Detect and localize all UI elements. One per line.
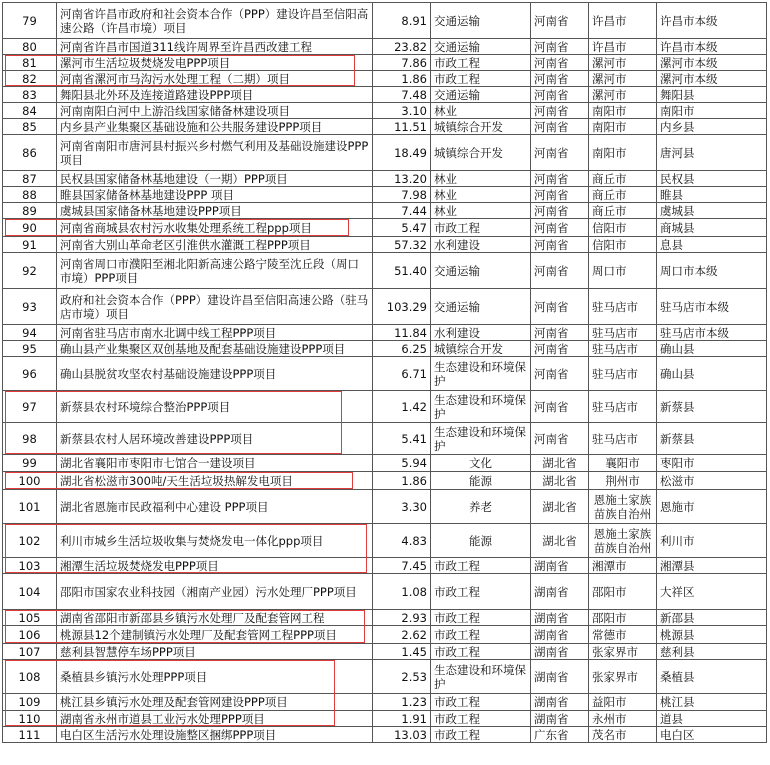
- cell-type: 市政工程: [431, 574, 531, 610]
- cell-name: 河南省漯河市马沟污水处理工程（二期）项目: [57, 71, 373, 87]
- cell-amount: 23.82: [373, 39, 431, 55]
- table-row: [3, 694, 767, 711]
- cell-no: 107: [3, 644, 57, 660]
- cell-type: 水利建设: [431, 325, 531, 341]
- cell-city: 张家界市: [589, 660, 657, 694]
- table-row: [3, 610, 767, 626]
- cell-no: 79: [3, 3, 57, 39]
- cell-type: 生态建设和环境保护: [431, 357, 531, 391]
- cell-no: 86: [3, 135, 57, 171]
- table-row: [3, 219, 767, 237]
- cell-province: 河南省: [531, 103, 589, 119]
- cell-county: 周口市本级: [657, 253, 767, 289]
- cell-name: 漯河市生活垃圾焚烧发电PPP项目: [57, 55, 373, 71]
- cell-amount: 4.83: [373, 524, 431, 558]
- cell-amount: 51.40: [373, 253, 431, 289]
- cell-name: 邵阳市国家农业科技园（湘南产业园）污水处理厂PPP项目: [57, 574, 373, 610]
- cell-county: 虞城县: [657, 203, 767, 219]
- cell-name: 湖北省松滋市300吨/天生活垃圾热解发电项目: [57, 472, 373, 490]
- cell-county: 驻马店市本级: [657, 289, 767, 325]
- cell-type: 能源: [431, 472, 531, 490]
- cell-no: 96: [3, 357, 57, 391]
- cell-type: 市政工程: [431, 55, 531, 71]
- cell-amount: 7.44: [373, 203, 431, 219]
- cell-name: 河南省南阳市唐河县村振兴乡村燃气利用及基础设施建设PPP项目: [57, 135, 373, 171]
- cell-type: 市政工程: [431, 694, 531, 711]
- cell-no: 85: [3, 119, 57, 135]
- cell-type: 林业: [431, 171, 531, 187]
- cell-county: 确山县: [657, 341, 767, 357]
- table-row: [3, 289, 767, 325]
- cell-type: 水利建设: [431, 237, 531, 253]
- table-row: [3, 455, 767, 472]
- cell-type: 市政工程: [431, 71, 531, 87]
- table-body: [3, 3, 767, 743]
- cell-amount: 13.20: [373, 171, 431, 187]
- cell-province: 湖北省: [531, 472, 589, 490]
- cell-county: 息县: [657, 237, 767, 253]
- cell-amount: 6.25: [373, 341, 431, 357]
- cell-no: 90: [3, 219, 57, 237]
- cell-province: 湖北省: [531, 455, 589, 472]
- table-row: [3, 341, 767, 357]
- cell-city: 驻马店市: [589, 357, 657, 391]
- table-row: [3, 237, 767, 253]
- cell-type: 林业: [431, 103, 531, 119]
- table-row: [3, 727, 767, 743]
- table-row: [3, 357, 767, 391]
- cell-county: 慈利县: [657, 644, 767, 660]
- cell-province: 湖南省: [531, 558, 589, 574]
- cell-province: 河南省: [531, 87, 589, 103]
- cell-amount: 1.86: [373, 472, 431, 490]
- cell-no: 87: [3, 171, 57, 187]
- cell-name: 确山县脱贫攻坚农村基础设施建设PPP项目: [57, 357, 373, 391]
- project-table-container: [2, 2, 767, 743]
- cell-amount: 2.62: [373, 626, 431, 644]
- cell-name: 确山县产业集聚区双创基地及配套基础设施建设PPP项目: [57, 341, 373, 357]
- table-row: [3, 524, 767, 558]
- cell-no: 92: [3, 253, 57, 289]
- cell-type: 交通运输: [431, 39, 531, 55]
- table-row: [3, 626, 767, 644]
- cell-province: 河南省: [531, 423, 589, 455]
- cell-amount: 1.42: [373, 391, 431, 423]
- cell-province: 河南省: [531, 135, 589, 171]
- cell-name: 睢县国家储备林基地建设PPP 项目: [57, 187, 373, 203]
- cell-county: 桃源县: [657, 626, 767, 644]
- cell-county: 南阳市: [657, 103, 767, 119]
- cell-county: 恩施市: [657, 490, 767, 524]
- cell-amount: 13.03: [373, 727, 431, 743]
- cell-type: 市政工程: [431, 711, 531, 727]
- table-row: [3, 87, 767, 103]
- table-row: [3, 119, 767, 135]
- cell-type: 市政工程: [431, 558, 531, 574]
- cell-name: 桑植县乡镇污水处理PPP项目: [57, 660, 373, 694]
- cell-no: 82: [3, 71, 57, 87]
- cell-city: 漯河市: [589, 71, 657, 87]
- cell-name: 湖南省永州市道县工业污水处理PPP项目: [57, 711, 373, 727]
- cell-name: 河南南阳白河中上游沿线国家储备林建设项目: [57, 103, 373, 119]
- cell-no: 88: [3, 187, 57, 203]
- cell-no: 80: [3, 39, 57, 55]
- cell-no: 103: [3, 558, 57, 574]
- cell-amount: 7.48: [373, 87, 431, 103]
- cell-city: 南阳市: [589, 135, 657, 171]
- cell-type: 城镇综合开发: [431, 119, 531, 135]
- table-row: [3, 325, 767, 341]
- cell-city: 驻马店市: [589, 341, 657, 357]
- cell-name: 河南省许昌市国道311线许周界至许昌西改建工程: [57, 39, 373, 55]
- cell-amount: 2.53: [373, 660, 431, 694]
- cell-province: 湖南省: [531, 644, 589, 660]
- cell-city: 漯河市: [589, 55, 657, 71]
- cell-province: 湖南省: [531, 574, 589, 610]
- table-row: [3, 253, 767, 289]
- cell-province: 广东省: [531, 727, 589, 743]
- cell-city: 南阳市: [589, 119, 657, 135]
- table-row: [3, 203, 767, 219]
- cell-province: 河南省: [531, 325, 589, 341]
- cell-no: 95: [3, 341, 57, 357]
- cell-no: 111: [3, 727, 57, 743]
- cell-type: 能源: [431, 524, 531, 558]
- cell-county: 枣阳市: [657, 455, 767, 472]
- cell-amount: 1.08: [373, 574, 431, 610]
- table-row: [3, 55, 767, 71]
- cell-type: 林业: [431, 187, 531, 203]
- cell-amount: 1.86: [373, 71, 431, 87]
- cell-amount: 1.45: [373, 644, 431, 660]
- cell-no: 91: [3, 237, 57, 253]
- cell-county: 商城县: [657, 219, 767, 237]
- cell-amount: 3.10: [373, 103, 431, 119]
- cell-city: 湘潭市: [589, 558, 657, 574]
- table-row: [3, 711, 767, 727]
- cell-city: 驻马店市: [589, 423, 657, 455]
- cell-name: 河南省周口市濮阳至湘北阳新高速公路宁陵至沈丘段（周口市境）PPP项目: [57, 253, 373, 289]
- cell-no: 104: [3, 574, 57, 610]
- cell-no: 109: [3, 694, 57, 711]
- cell-amount: 11.51: [373, 119, 431, 135]
- cell-name: 湘潭生活垃圾焚烧发电PPP项目: [57, 558, 373, 574]
- cell-county: 松滋市: [657, 472, 767, 490]
- cell-county: 新蔡县: [657, 423, 767, 455]
- cell-type: 文化: [431, 455, 531, 472]
- cell-no: 98: [3, 423, 57, 455]
- cell-type: 交通运输: [431, 87, 531, 103]
- cell-type: 生态建设和环境保护: [431, 423, 531, 455]
- cell-type: 市政工程: [431, 610, 531, 626]
- cell-amount: 8.91: [373, 3, 431, 39]
- cell-amount: 103.29: [373, 289, 431, 325]
- cell-amount: 18.49: [373, 135, 431, 171]
- cell-amount: 5.41: [373, 423, 431, 455]
- cell-province: 河南省: [531, 119, 589, 135]
- cell-name: 湖北省恩施市民政福利中心建设 PPP项目: [57, 490, 373, 524]
- cell-province: 河南省: [531, 203, 589, 219]
- cell-city: 周口市: [589, 253, 657, 289]
- table-row: [3, 423, 767, 455]
- cell-amount: 7.45: [373, 558, 431, 574]
- cell-county: 利川市: [657, 524, 767, 558]
- cell-type: 交通运输: [431, 253, 531, 289]
- cell-province: 河南省: [531, 391, 589, 423]
- cell-type: 市政工程: [431, 644, 531, 660]
- cell-county: 道县: [657, 711, 767, 727]
- cell-province: 河南省: [531, 357, 589, 391]
- cell-name: 舞阳县北外环及连接道路建设PPP项目: [57, 87, 373, 103]
- cell-city: 驻马店市: [589, 289, 657, 325]
- cell-type: 市政工程: [431, 727, 531, 743]
- cell-city: 信阳市: [589, 219, 657, 237]
- cell-city: 常德市: [589, 626, 657, 644]
- cell-county: 桃江县: [657, 694, 767, 711]
- cell-amount: 5.47: [373, 219, 431, 237]
- cell-county: 睢县: [657, 187, 767, 203]
- cell-city: 漯河市: [589, 87, 657, 103]
- cell-province: 湖北省: [531, 524, 589, 558]
- cell-province: 河南省: [531, 55, 589, 71]
- cell-amount: 3.30: [373, 490, 431, 524]
- cell-name: 桃源县12个建制镇污水处理厂及配套管网工程PPP项目: [57, 626, 373, 644]
- cell-city: 永州市: [589, 711, 657, 727]
- cell-name: 河南省大别山革命老区引淮供水灌溉工程PPP项目: [57, 237, 373, 253]
- cell-county: 桑植县: [657, 660, 767, 694]
- cell-type: 城镇综合开发: [431, 341, 531, 357]
- cell-type: 城镇综合开发: [431, 135, 531, 171]
- cell-name: 新蔡县农村人居环境改善建设PPP项目: [57, 423, 373, 455]
- cell-city: 商丘市: [589, 203, 657, 219]
- cell-name: 政府和社会资本合作（PPP）建设许昌至信阳高速公路（驻马店市境）项目: [57, 289, 373, 325]
- cell-no: 102: [3, 524, 57, 558]
- cell-amount: 1.23: [373, 694, 431, 711]
- table-row: [3, 472, 767, 490]
- cell-no: 97: [3, 391, 57, 423]
- cell-city: 许昌市: [589, 39, 657, 55]
- cell-county: 内乡县: [657, 119, 767, 135]
- cell-amount: 11.84: [373, 325, 431, 341]
- cell-no: 101: [3, 490, 57, 524]
- table-row: [3, 3, 767, 39]
- cell-province: 河南省: [531, 219, 589, 237]
- cell-amount: 7.98: [373, 187, 431, 203]
- table-row: [3, 71, 767, 87]
- cell-type: 交通运输: [431, 3, 531, 39]
- table-row: [3, 644, 767, 660]
- cell-city: 驻马店市: [589, 325, 657, 341]
- cell-province: 河南省: [531, 171, 589, 187]
- ppp-project-table: [2, 2, 767, 743]
- cell-type: 生态建设和环境保护: [431, 391, 531, 423]
- cell-name: 桃江县乡镇污水处理及配套管网建设PPP项目: [57, 694, 373, 711]
- cell-no: 110: [3, 711, 57, 727]
- cell-county: 舞阳县: [657, 87, 767, 103]
- cell-name: 慈利县智慧停车场PPP项目: [57, 644, 373, 660]
- cell-city: 许昌市: [589, 3, 657, 39]
- cell-county: 唐河县: [657, 135, 767, 171]
- cell-name: 利川市城乡生活垃圾收集与焚烧发电一体化ppp项目: [57, 524, 373, 558]
- cell-province: 河南省: [531, 71, 589, 87]
- cell-amount: 5.94: [373, 455, 431, 472]
- cell-city: 恩施土家族苗族自治州: [589, 490, 657, 524]
- cell-province: 河南省: [531, 253, 589, 289]
- cell-no: 84: [3, 103, 57, 119]
- cell-no: 93: [3, 289, 57, 325]
- cell-city: 邵阳市: [589, 610, 657, 626]
- cell-province: 河南省: [531, 289, 589, 325]
- cell-type: 生态建设和环境保护: [431, 660, 531, 694]
- cell-no: 94: [3, 325, 57, 341]
- cell-county: 确山县: [657, 357, 767, 391]
- cell-city: 张家界市: [589, 644, 657, 660]
- cell-province: 湖南省: [531, 694, 589, 711]
- cell-type: 林业: [431, 203, 531, 219]
- cell-province: 河南省: [531, 237, 589, 253]
- cell-name: 湖北省襄阳市枣阳市七馆合一建设项目: [57, 455, 373, 472]
- cell-amount: 1.91: [373, 711, 431, 727]
- cell-no: 108: [3, 660, 57, 694]
- cell-province: 湖南省: [531, 610, 589, 626]
- cell-no: 83: [3, 87, 57, 103]
- cell-name: 民权县国家储备林基地建设（一期）PPP项目: [57, 171, 373, 187]
- cell-no: 81: [3, 55, 57, 71]
- cell-province: 河南省: [531, 3, 589, 39]
- cell-city: 南阳市: [589, 103, 657, 119]
- cell-city: 益阳市: [589, 694, 657, 711]
- table-row: [3, 103, 767, 119]
- cell-province: 湖北省: [531, 490, 589, 524]
- cell-no: 105: [3, 610, 57, 626]
- cell-amount: 2.93: [373, 610, 431, 626]
- cell-city: 襄阳市: [589, 455, 657, 472]
- table-row: [3, 558, 767, 574]
- cell-name: 河南省许昌市政府和社会资本合作（PPP）建设许昌至信阳高速公路（许昌市境）项目: [57, 3, 373, 39]
- cell-name: 内乡县产业集聚区基础设施和公共服务建设PPP项目: [57, 119, 373, 135]
- cell-county: 民权县: [657, 171, 767, 187]
- table-row: [3, 660, 767, 694]
- table-row: [3, 574, 767, 610]
- table-row: [3, 187, 767, 203]
- cell-type: 交通运输: [431, 289, 531, 325]
- cell-county: 许昌市本级: [657, 3, 767, 39]
- cell-province: 湖南省: [531, 711, 589, 727]
- cell-county: 漯河市本级: [657, 55, 767, 71]
- cell-name: 电白区生活污水处理设施整区捆绑PPP项目: [57, 727, 373, 743]
- cell-county: 漯河市本级: [657, 71, 767, 87]
- cell-name: 湖南省邵阳市新邵县乡镇污水处理厂及配套管网工程: [57, 610, 373, 626]
- cell-type: 市政工程: [431, 626, 531, 644]
- cell-county: 许昌市本级: [657, 39, 767, 55]
- cell-amount: 7.86: [373, 55, 431, 71]
- cell-name: 河南省商城县农村污水收集处理系统工程ppp项目: [57, 219, 373, 237]
- table-row: [3, 171, 767, 187]
- table-row: [3, 391, 767, 423]
- cell-no: 89: [3, 203, 57, 219]
- cell-city: 信阳市: [589, 237, 657, 253]
- cell-province: 湖南省: [531, 626, 589, 644]
- cell-county: 湘潭县: [657, 558, 767, 574]
- cell-city: 恩施土家族苗族自治州: [589, 524, 657, 558]
- cell-province: 河南省: [531, 39, 589, 55]
- table-row: [3, 490, 767, 524]
- cell-amount: 6.71: [373, 357, 431, 391]
- cell-province: 湖南省: [531, 660, 589, 694]
- cell-name: 虞城县国家储备林基地建设PPP项目: [57, 203, 373, 219]
- cell-county: 电白区: [657, 727, 767, 743]
- cell-city: 商丘市: [589, 171, 657, 187]
- cell-city: 荆州市: [589, 472, 657, 490]
- cell-amount: 57.32: [373, 237, 431, 253]
- cell-name: 河南省驻马店市南水北调中线工程PPP项目: [57, 325, 373, 341]
- cell-province: 河南省: [531, 187, 589, 203]
- cell-no: 106: [3, 626, 57, 644]
- cell-city: 茂名市: [589, 727, 657, 743]
- cell-no: 99: [3, 455, 57, 472]
- cell-name: 新蔡县农村环境综合整治PPP项目: [57, 391, 373, 423]
- cell-type: 养老: [431, 490, 531, 524]
- cell-county: 新蔡县: [657, 391, 767, 423]
- cell-city: 邵阳市: [589, 574, 657, 610]
- cell-county: 驻马店市本级: [657, 325, 767, 341]
- cell-city: 商丘市: [589, 187, 657, 203]
- table-row: [3, 135, 767, 171]
- cell-type: 市政工程: [431, 219, 531, 237]
- cell-county: 大祥区: [657, 574, 767, 610]
- table-row: [3, 39, 767, 55]
- cell-city: 驻马店市: [589, 391, 657, 423]
- cell-province: 河南省: [531, 341, 589, 357]
- cell-no: 100: [3, 472, 57, 490]
- cell-county: 新邵县: [657, 610, 767, 626]
